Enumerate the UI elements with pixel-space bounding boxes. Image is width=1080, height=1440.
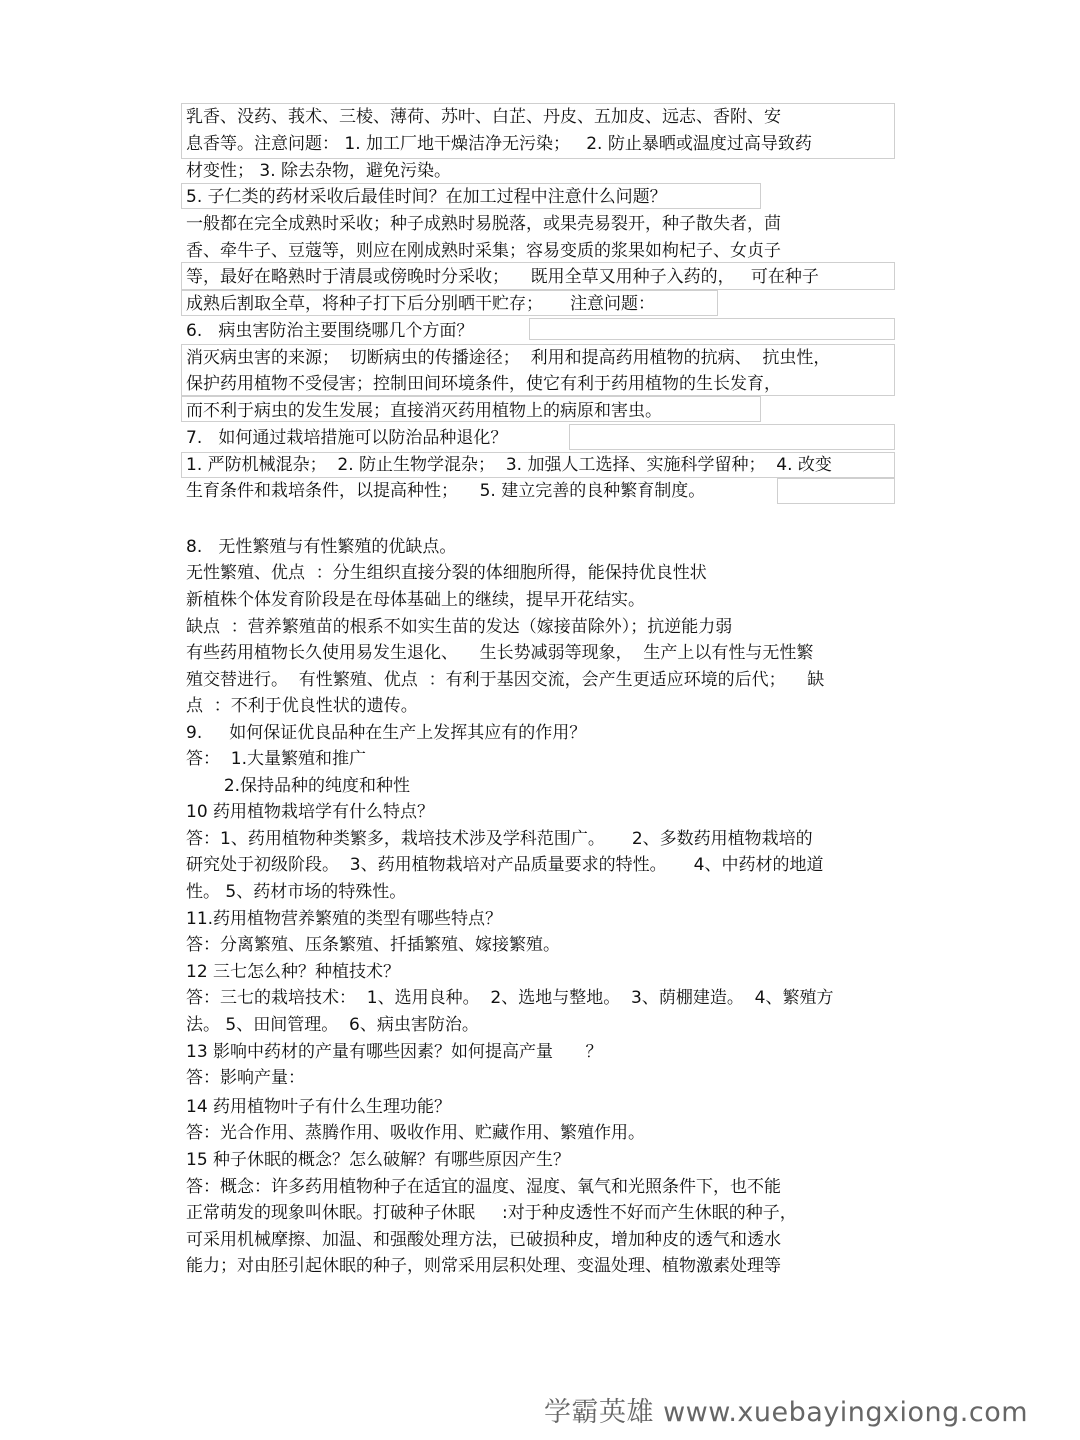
text-line: 1. 严防机械混杂； 2. 防止生物学混杂； 3. 加强人工选择、实施科学留种； 4. 改变 (186, 455, 832, 475)
text-line: 可采用机械摩擦、加温、和强酸处理方法，已破损种皮，增加种皮的透气和透水 (186, 1230, 781, 1250)
question-heading: 12 三七怎么种？种植技术？ (186, 962, 401, 982)
text-line: 答：分离繁殖、压条繁殖、扦插繁殖、嫁接繁殖。 (186, 935, 560, 955)
text-line: 2.保持品种的纯度和种性 (186, 776, 411, 796)
question-heading: 13 影响中药材的产量有哪些因素？如何提高产量 ？ (186, 1042, 603, 1062)
text-line: 缺点 ：营养繁殖苗的根系不如实生苗的发达（嫁接苗除外）；抗逆能力弱 (186, 617, 733, 637)
site-watermark: 学霸英雄 www.xuebayingxiong.com (544, 1397, 1029, 1428)
question-heading: 8. 无性繁殖与有性繁殖的优缺点。 (186, 537, 457, 557)
text-line: 新植株个体发育阶段是在母体基础上的继续，提早开花结实。 (186, 590, 645, 610)
text-line: 生育条件和栽培条件，以提高种性； 5. 建立完善的良种繁育制度。 (186, 481, 706, 501)
text-line: 正常萌发的现象叫休眠。打破种子休眠 :对于种皮透性不好而产生休眠的种子， (186, 1203, 797, 1223)
text-line: 成熟后割取全草，将种子打下后分别晒干贮存； 注意问题： (186, 294, 656, 314)
text-line: 答：光合作用、蒸腾作用、吸收作用、贮藏作用、繁殖作用。 (186, 1123, 645, 1143)
text-line: 无性繁殖、优点 ：分生组织直接分裂的体细胞所得，能保持优良性状 (186, 563, 707, 583)
text-line: 答：三七的栽培技术： 1、选用良种。 2、选地与整地。 3、荫棚建造。 4、繁殖方 (186, 988, 834, 1008)
question-heading: 11.药用植物营养繁殖的类型有哪些特点？ (186, 909, 503, 929)
text-line: 息香等。注意问题： 1. 加工厂地干燥洁净无污染； 2. 防止暴晒或温度过高导致药 (186, 134, 812, 154)
question-heading: 6. 病虫害防治主要围绕哪几个方面？ (186, 321, 474, 341)
text-line: 答：1、药用植物种类繁多，栽培技术涉及学科范围广。 2、多数药用植物栽培的 (186, 829, 813, 849)
text-line: 答： 1.大量繁殖和推广 (186, 749, 367, 769)
text-line: 乳香、没药、莪术、三棱、薄荷、苏叶、白芷、丹皮、五加皮、远志、香附、安 (186, 107, 781, 127)
text-line: 殖交替进行。 有性繁殖、优点 ：有利于基因交流，会产生更适应环境的后代； 缺 (186, 670, 825, 690)
text-line: 等，最好在略熟时于清晨或傍晚时分采收； 既用全草又用种子入药的， 可在种子 (186, 267, 819, 287)
question-heading: 9. 如何保证优良品种在生产上发挥其应有的作用？ (186, 723, 587, 743)
text-line: 消灭病虫害的来源； 切断病虫的传播途径； 利用和提高药用植物的抗病、 抗虫性， (186, 348, 831, 368)
text-line: 答：概念：许多药用植物种子在适宜的温度、湿度、氧气和光照条件下，也不能 (186, 1177, 781, 1197)
text-line: 材变性； 3. 除去杂物，避免污染。 (186, 161, 452, 181)
text-line: 研究处于初级阶段。 3、药用植物栽培对产品质量要求的特性。 4、中药材的地道 (186, 855, 824, 875)
question-heading: 5. 子仁类的药材采收后最佳时间？在加工过程中注意什么问题？ (186, 187, 667, 207)
question-heading: 10 药用植物栽培学有什么特点？ (186, 802, 435, 822)
text-line: 法。 5、田间管理。 6、病虫害防治。 (186, 1015, 479, 1035)
text-line: 一般都在完全成熟时采收；种子成熟时易脱落，或果壳易裂开，种子散失者，茴 (186, 214, 781, 234)
text-line: 有些药用植物长久使用易发生退化、 生长势减弱等现象， 生产上以有性与无性繁 (186, 643, 814, 663)
question-heading: 7. 如何通过栽培措施可以防治品种退化？ (186, 428, 508, 448)
text-line: 保护药用植物不受侵害；控制田间环境条件，使它有利于药用植物的生长发育， (186, 374, 781, 394)
text-line: 答：影响产量： (186, 1068, 305, 1088)
question-heading: 15 种子休眠的概念？怎么破解？有哪些原因产生？ (186, 1150, 571, 1170)
text-line: 性。 5、药材市场的特殊性。 (186, 882, 407, 902)
question-heading: 14 药用植物叶子有什么生理功能？ (186, 1097, 452, 1117)
text-line: 能力；对由胚引起休眠的种子，则常采用层积处理、变温处理、植物激素处理等 (186, 1256, 781, 1276)
text-line: 香、牵牛子、豆蔻等，则应在刚成熟时采集；容易变质的浆果如枸杞子、女贞子 (186, 241, 781, 261)
text-line: 点 ：不利于优良性状的遗传。 (186, 696, 418, 716)
text-line: 而不利于病虫的发生发展；直接消灭药用植物上的病原和害虫。 (186, 401, 662, 421)
